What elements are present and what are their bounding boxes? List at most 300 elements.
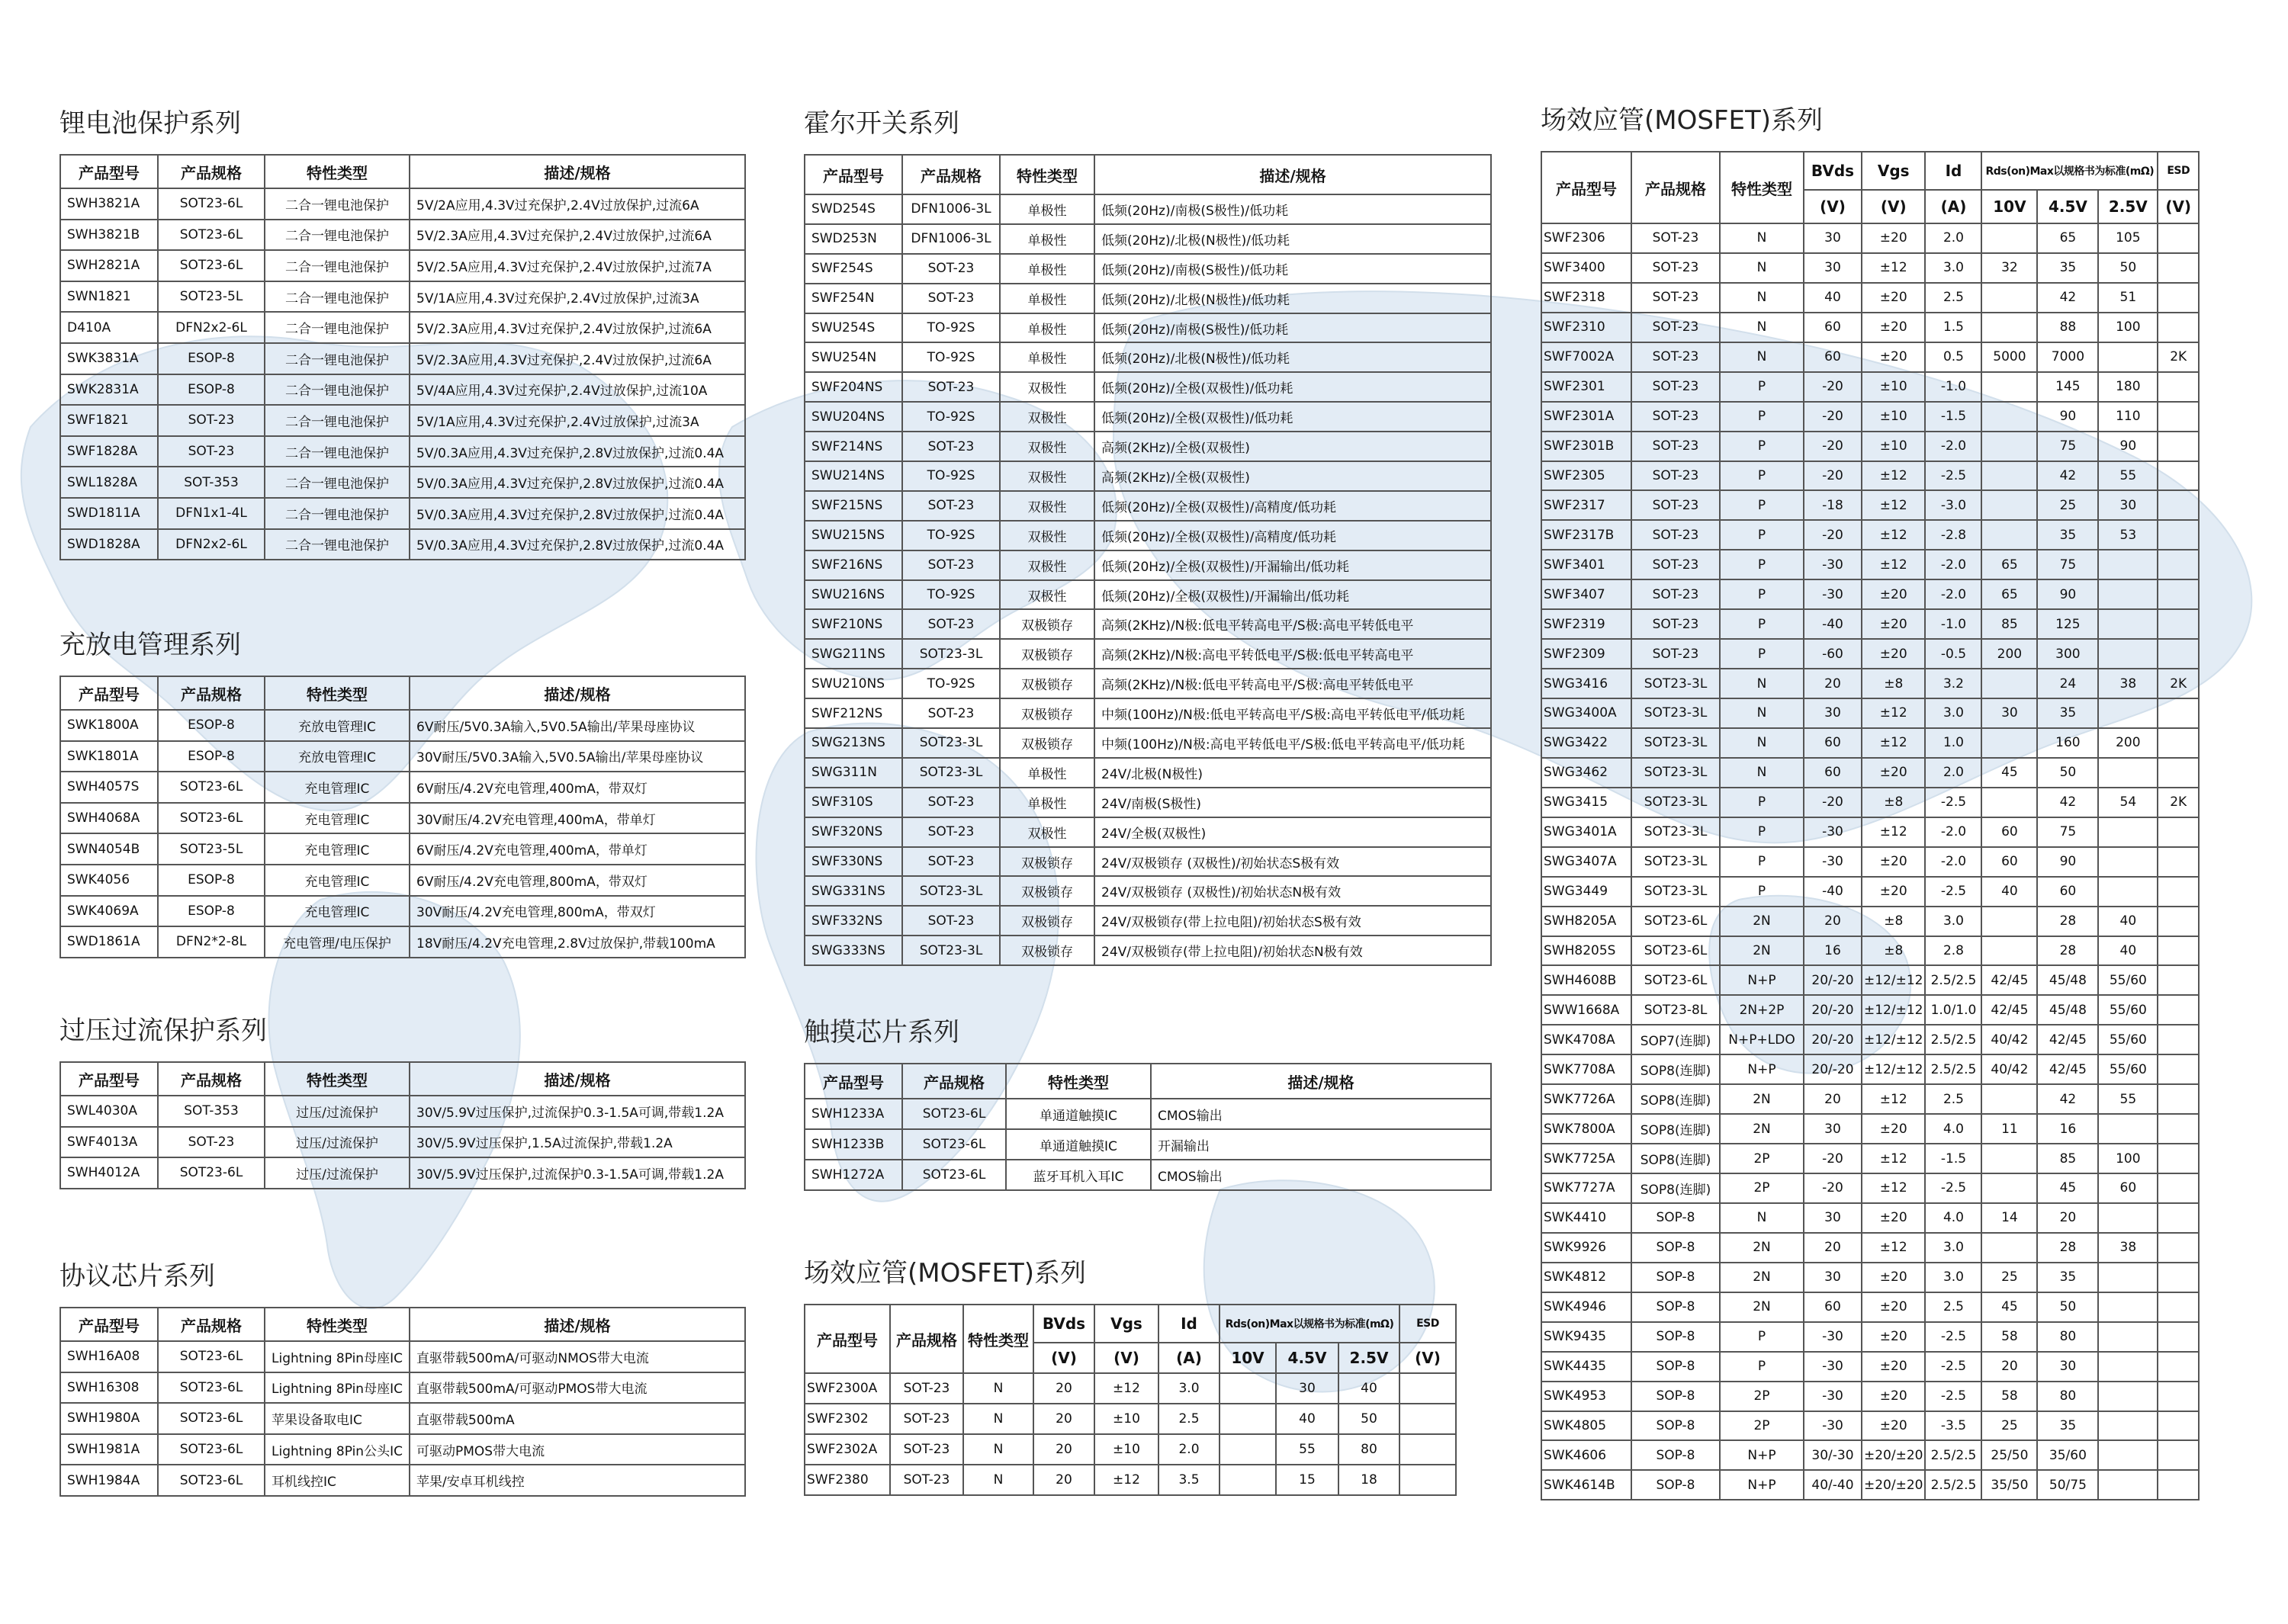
table-cell: SOT23-6L	[158, 1341, 265, 1372]
col-model: 产品型号	[1541, 152, 1631, 223]
table-cell: N	[1720, 253, 1804, 283]
col-desc: 描述/规格	[410, 1062, 745, 1096]
table-cell: SOT-23	[1631, 432, 1720, 461]
hall-body	[805, 194, 1491, 965]
ovp-section	[59, 1016, 746, 1189]
table-row	[805, 580, 1491, 610]
table-cell: SWH1272A	[805, 1160, 902, 1190]
table-cell: SOT-353	[158, 467, 265, 498]
table-cell	[2098, 1322, 2158, 1352]
table-cell: ±8	[1862, 669, 1925, 698]
table-cell: 低频(20Hz)/全极(双极性)/低功耗	[1094, 372, 1491, 402]
table-cell: 2P	[1720, 1144, 1804, 1173]
table-cell: 单极性	[1000, 342, 1094, 372]
table-row	[805, 521, 1491, 550]
table-cell: SOT23-6L	[158, 250, 265, 281]
table-cell: 苹果/安卓耳机线控	[410, 1465, 745, 1496]
col-desc: 描述/规格	[410, 676, 745, 710]
table-cell: 7000	[2037, 342, 2098, 372]
table-cell: 5V/0.3A应用,4.3V过充保护,2.8V过放保护,过流0.4A	[410, 529, 745, 560]
col-model: 产品型号	[60, 155, 158, 188]
table-cell: ±20/±20	[1862, 1470, 1925, 1500]
table-cell: SWF212NS	[805, 698, 902, 728]
table-cell: D410A	[60, 312, 158, 343]
table-cell: 20/-20	[1804, 995, 1862, 1025]
table-cell: SOP-8	[1631, 1470, 1720, 1500]
table-cell: SOT23-3L	[1631, 728, 1720, 758]
col-model: 产品型号	[60, 676, 158, 710]
table-cell: SOT-23	[158, 436, 265, 467]
table-cell: SWF2306	[1541, 223, 1631, 253]
table-cell: 2.5/2.5	[1925, 1054, 1981, 1084]
table-cell: 30V/5.9V过压保护,1.5A过流保护,带载1.2A	[410, 1127, 745, 1158]
col-esd: ESD	[2158, 152, 2199, 190]
table-cell: 90	[2098, 432, 2158, 461]
table-cell: SWK9435	[1541, 1322, 1631, 1352]
table-cell	[2158, 372, 2199, 402]
table-cell: N	[1720, 223, 1804, 253]
table-row	[1541, 788, 2199, 817]
table-cell: 24V/双极锁存 (双极性)/初始状态N极有效	[1094, 876, 1491, 906]
unit-bvds: (V)	[1033, 1343, 1094, 1373]
table-cell: N	[1720, 342, 1804, 372]
table-cell: TO-92S	[902, 669, 1000, 698]
table-cell: 160	[2037, 728, 2098, 758]
table-cell: SOT-23	[902, 550, 1000, 580]
table-cell	[2158, 432, 2199, 461]
table-cell: ±12	[1862, 1233, 1925, 1263]
table-cell: 3.0	[1925, 1263, 1981, 1292]
table-cell: 20	[1033, 1434, 1094, 1465]
table-cell: ±12	[1862, 1084, 1925, 1114]
table-cell: 50	[1338, 1404, 1399, 1434]
col-package: 产品规格	[158, 155, 265, 188]
table-cell: 105	[2098, 223, 2158, 253]
table-cell	[1220, 1465, 1276, 1495]
table-row	[805, 402, 1491, 432]
table-cell: 双极锁存	[1000, 639, 1094, 669]
table-cell: SOT-23	[1631, 402, 1720, 432]
table-cell: -2.0	[1925, 847, 1981, 877]
table-row	[805, 461, 1491, 491]
table-cell: TO-92S	[902, 342, 1000, 372]
table-cell: 50	[2037, 758, 2098, 788]
table-cell: 5V/0.3A应用,4.3V过充保护,2.8V过放保护,过流0.4A	[410, 498, 745, 529]
table-cell: 二合一锂电池保护	[265, 281, 410, 313]
table-cell: 55/60	[2098, 1054, 2158, 1084]
table-row	[1541, 490, 2199, 520]
table-cell	[2158, 313, 2199, 342]
table-row	[805, 1434, 1456, 1465]
table-cell: SOT-23	[1631, 639, 1720, 669]
table-cell: 2P	[1720, 1411, 1804, 1441]
table-cell: SWK7726A	[1541, 1084, 1631, 1114]
table-cell: 高频(2KHz)/全极(双极性)	[1094, 432, 1491, 461]
protocol-section	[59, 1261, 746, 1497]
table-cell: SOT-23	[902, 788, 1000, 817]
table-row	[1541, 1263, 2199, 1292]
table-cell	[2158, 817, 2199, 847]
table-cell	[2098, 342, 2158, 372]
table-row	[805, 550, 1491, 580]
table-cell: N	[1720, 758, 1804, 788]
table-cell: 耳机线控IC	[265, 1465, 410, 1496]
table-cell: SOP-8	[1631, 1233, 1720, 1263]
table-row	[805, 1099, 1491, 1129]
table-cell: -2.5	[1925, 1352, 1981, 1382]
table-cell: 30	[1276, 1373, 1338, 1404]
section-title: 协议芯片系列	[59, 1261, 215, 1292]
table-cell: 30	[2037, 1352, 2098, 1382]
table-cell: 高频(2KHz)/N极:低电平转高电平/S极:高电平转低电平	[1094, 669, 1491, 698]
section-title: 场效应管(MOSFET)系列	[1541, 105, 1824, 136]
table-row	[60, 926, 745, 958]
table-cell: ±12	[1862, 817, 1925, 847]
table-cell: N+P+LDO	[1720, 1025, 1804, 1054]
table-cell	[1981, 728, 2037, 758]
table-cell: SOT-23	[902, 254, 1000, 284]
table-cell: 30	[1804, 253, 1862, 283]
table-cell: ±8	[1862, 907, 1925, 936]
table-row	[805, 372, 1491, 402]
section-title: 霍尔开关系列	[804, 108, 959, 139]
table-cell: 二合一锂电池保护	[265, 188, 410, 220]
table-cell: -2.5	[1925, 1173, 1981, 1203]
table-cell: SWG213NS	[805, 728, 902, 758]
table-cell	[2158, 461, 2199, 491]
unit-vgs: (V)	[1094, 1343, 1158, 1373]
table-cell: N	[963, 1373, 1033, 1404]
table-cell: SWH1233A	[805, 1099, 902, 1129]
table-cell: ±12/±12	[1862, 965, 1925, 995]
table-cell	[2098, 1114, 2158, 1144]
table-row	[1541, 550, 2199, 579]
table-cell: 40	[1804, 283, 1862, 313]
col-type: 特性类型	[265, 676, 410, 710]
table-cell: 2N+2P	[1720, 995, 1804, 1025]
table-cell: 25	[1981, 1263, 2037, 1292]
table-cell: ±8	[1862, 936, 1925, 966]
table-cell: 2N	[1720, 936, 1804, 966]
table-cell: ESOP-8	[158, 374, 265, 406]
table-cell: 30	[1804, 1114, 1862, 1144]
table-cell: 2N	[1720, 907, 1804, 936]
table-cell: SOP8(连脚)	[1631, 1144, 1720, 1173]
table-cell	[2158, 965, 2199, 995]
table-cell	[1220, 1404, 1276, 1434]
table-cell: SOT23-3L	[902, 758, 1000, 788]
table-cell	[2158, 253, 2199, 283]
table-cell: P	[1720, 372, 1804, 402]
table-row	[1541, 639, 2199, 669]
table-cell: P	[1720, 550, 1804, 579]
table-cell: 35	[2037, 520, 2098, 550]
table-row	[60, 803, 745, 834]
table-cell: 35	[2037, 1411, 2098, 1441]
table-cell: SOT23-6L	[902, 1099, 1006, 1129]
table-cell: 直驱带载500mA/可驱动NMOS带大电流	[410, 1341, 745, 1372]
table-header	[60, 155, 745, 188]
table-cell: 100	[2098, 313, 2158, 342]
col-package: 产品规格	[158, 1308, 265, 1341]
table-cell: SWH1980A	[60, 1403, 158, 1434]
table-row	[60, 529, 745, 560]
table-cell: ±10	[1862, 432, 1925, 461]
table-cell: 充电管理IC	[265, 896, 410, 927]
table-cell: SOT23-3L	[902, 876, 1000, 906]
table-cell: 充放电管理IC	[265, 710, 410, 741]
table-cell: 88	[2037, 313, 2098, 342]
table-cell	[1220, 1434, 1276, 1465]
table-cell: 双极性	[1000, 402, 1094, 432]
table-row	[1541, 432, 2199, 461]
table-cell	[1981, 223, 2037, 253]
table-cell: 90	[2037, 579, 2098, 609]
table-cell: ±10	[1094, 1434, 1158, 1465]
table-cell: SWU204NS	[805, 402, 902, 432]
table-cell: 45	[1981, 1292, 2037, 1322]
table-cell: SOT23-3L	[1631, 877, 1720, 907]
table-cell: 低频(20Hz)/南极(S极性)/低功耗	[1094, 254, 1491, 284]
table-cell: -30	[1804, 1382, 1862, 1411]
table-cell: SWG3422	[1541, 728, 1631, 758]
table-cell: SOT-23	[902, 491, 1000, 521]
rds-10v: 10V	[1220, 1343, 1276, 1373]
col-package: 产品规格	[890, 1305, 963, 1373]
table-cell: SWF1828A	[60, 436, 158, 467]
table-cell: SWF2317	[1541, 490, 1631, 520]
table-cell: -40	[1804, 877, 1862, 907]
table-cell: 2.5/2.5	[1925, 1470, 1981, 1500]
table-cell: TO-92S	[902, 580, 1000, 610]
table-cell: 1.0	[1925, 728, 1981, 758]
table-cell: SWU254S	[805, 313, 902, 343]
table-cell: SWF254S	[805, 254, 902, 284]
table-cell: 50	[2037, 1292, 2098, 1322]
table-header	[1541, 152, 2199, 223]
table-cell: SWK1800A	[60, 710, 158, 741]
table-cell: 2N	[1720, 1292, 1804, 1322]
table-cell	[2158, 1322, 2199, 1352]
table-cell: SOT-23	[1631, 283, 1720, 313]
table-cell: SWD1828A	[60, 529, 158, 560]
table-row	[1541, 1025, 2199, 1054]
table-cell: SOT23-6L	[1631, 936, 1720, 966]
table-cell: N	[1720, 1203, 1804, 1233]
table-cell: 40	[1338, 1373, 1399, 1404]
table-cell: 2.5	[1925, 1292, 1981, 1322]
table-cell: 60	[1804, 342, 1862, 372]
table-cell: 45	[2037, 1173, 2098, 1203]
table-row	[1541, 1233, 2199, 1263]
table-cell	[2098, 1440, 2158, 1470]
table-cell: 40	[1276, 1404, 1338, 1434]
table-row	[1541, 1173, 2199, 1203]
lithium-body	[60, 188, 745, 560]
table-row	[60, 1127, 745, 1158]
table-cell: 可驱动PMOS带大电流	[410, 1434, 745, 1465]
table-cell: SWU216NS	[805, 580, 902, 610]
table-cell: SWG3415	[1541, 788, 1631, 817]
col-model: 产品型号	[60, 1062, 158, 1096]
table-cell: 低频(20Hz)/北极(N极性)/低功耗	[1094, 224, 1491, 254]
table-cell: SWF330NS	[805, 847, 902, 877]
table-cell: -30	[1804, 1352, 1862, 1382]
table-cell	[1981, 1144, 2037, 1173]
table-row	[1541, 669, 2199, 698]
table-cell: 充电管理IC	[265, 772, 410, 803]
table-cell: SOT-23	[902, 847, 1000, 877]
lithium-table	[59, 154, 746, 560]
table-row	[1541, 1470, 2199, 1500]
table-cell: 5V/4A应用,4.3V过充保护,2.4V过放保护,过流10A	[410, 374, 745, 406]
table-cell: 低频(20Hz)/全极(双极性)/高精度/低功耗	[1094, 491, 1491, 521]
table-cell	[2158, 1084, 2199, 1114]
table-cell: 双极锁存	[1000, 609, 1094, 639]
table-cell: SOT23-6L	[158, 188, 265, 220]
table-cell: SOT23-6L	[158, 772, 265, 803]
table-cell: SOT23-6L	[902, 1129, 1006, 1160]
table-cell: DFN2x2-6L	[158, 312, 265, 343]
table-row	[60, 772, 745, 803]
table-cell: 3.2	[1925, 669, 1981, 698]
table-cell: 2.5/2.5	[1925, 965, 1981, 995]
table-cell: SWH2821A	[60, 250, 158, 281]
table-cell: SOP7(连脚)	[1631, 1025, 1720, 1054]
table-cell: 2N	[1720, 1084, 1804, 1114]
table-cell: 低频(20Hz)/南极(S极性)/低功耗	[1094, 313, 1491, 343]
table-cell: 85	[1981, 609, 2037, 639]
table-cell	[1981, 283, 2037, 313]
table-cell: SOT-23	[1631, 550, 1720, 579]
table-cell: SOT-23	[902, 906, 1000, 936]
table-cell: 二合一锂电池保护	[265, 529, 410, 560]
table-cell: N	[963, 1434, 1033, 1465]
table-cell: ±12/±12	[1862, 995, 1925, 1025]
table-cell: 55	[1276, 1434, 1338, 1465]
table-cell	[1981, 1173, 2037, 1203]
table-cell: SWK4410	[1541, 1203, 1631, 1233]
table-cell	[1981, 669, 2037, 698]
table-cell	[2098, 877, 2158, 907]
table-cell	[2158, 698, 2199, 728]
table-row	[1541, 1114, 2199, 1144]
table-cell: ±20	[1862, 639, 1925, 669]
table-cell: SOT23-3L	[1631, 817, 1720, 847]
table-cell: SOP-8	[1631, 1292, 1720, 1322]
table-cell: -1.0	[1925, 372, 1981, 402]
table-cell: -20	[1804, 432, 1862, 461]
table-cell: 2.0	[1158, 1434, 1220, 1465]
table-row	[805, 906, 1491, 936]
table-cell: 2N	[1720, 1233, 1804, 1263]
table-header	[805, 1064, 1491, 1099]
table-cell: 过压/过流保护	[265, 1127, 410, 1158]
table-cell: ±20	[1862, 1322, 1925, 1352]
table-cell: SOT-23	[1631, 223, 1720, 253]
table-cell: SWF2309	[1541, 639, 1631, 669]
table-cell: P	[1720, 847, 1804, 877]
table-cell: SWF2317B	[1541, 520, 1631, 550]
table-cell: 100	[2098, 1144, 2158, 1173]
table-cell: 90	[2037, 402, 2098, 432]
table-cell: 30	[1804, 1263, 1862, 1292]
table-cell: ±10	[1094, 1404, 1158, 1434]
charge-table	[59, 676, 746, 958]
table-row	[60, 1372, 745, 1404]
table-cell: 二合一锂电池保护	[265, 405, 410, 436]
table-cell: 双极性	[1000, 521, 1094, 550]
table-cell: SOT23-3L	[902, 728, 1000, 758]
table-cell: ±12	[1094, 1373, 1158, 1404]
table-cell: 60	[1804, 1292, 1862, 1322]
table-cell: 双极锁存	[1000, 669, 1094, 698]
table-row	[60, 1341, 745, 1372]
table-cell: ±8	[1862, 788, 1925, 817]
table-cell	[2098, 698, 2158, 728]
table-row	[805, 1373, 1456, 1404]
table-cell: 50	[2098, 253, 2158, 283]
table-cell	[2158, 847, 2199, 877]
table-cell: TO-92S	[902, 461, 1000, 491]
mosfet-small-section	[804, 1258, 1457, 1496]
table-row	[1541, 1292, 2199, 1322]
table-cell	[2098, 1263, 2158, 1292]
unit-esd: (V)	[1399, 1343, 1456, 1373]
table-cell: -30	[1804, 550, 1862, 579]
table-cell: 3.0	[1925, 907, 1981, 936]
table-cell: SOT23-6L	[158, 1434, 265, 1465]
table-cell: P	[1720, 817, 1804, 847]
table-cell: SWK4056	[60, 865, 158, 896]
table-cell: 6V耐压/4.2V充电管理,800mA，带双灯	[410, 865, 745, 896]
table-row	[805, 817, 1491, 847]
table-row	[1541, 223, 2199, 253]
table-cell	[2158, 1352, 2199, 1382]
table-cell: 2N	[1720, 1114, 1804, 1144]
table-cell: 3.5	[1158, 1465, 1220, 1495]
table-cell: N+P	[1720, 1440, 1804, 1470]
table-cell: N	[963, 1465, 1033, 1495]
table-row	[60, 1403, 745, 1434]
table-cell: SOT23-6L	[1631, 907, 1720, 936]
table-row	[1541, 758, 2199, 788]
col-vgs: Vgs	[1862, 152, 1925, 190]
col-rds: Rds(on)Max以规格书为标准(mΩ)	[1220, 1305, 1399, 1343]
table-cell: 过压/过流保护	[265, 1096, 410, 1127]
table-cell: 3.0	[1925, 1233, 1981, 1263]
table-cell	[2098, 847, 2158, 877]
table-cell: SWK4435	[1541, 1352, 1631, 1382]
table-cell: 35	[2037, 1263, 2098, 1292]
table-cell: SWH16A08	[60, 1341, 158, 1372]
table-cell: SOT23-3L	[1631, 788, 1720, 817]
table-cell: 双极锁存	[1000, 936, 1094, 965]
table-row	[60, 896, 745, 927]
table-row	[60, 405, 745, 436]
table-cell: SWK7800A	[1541, 1114, 1631, 1144]
table-cell: ESOP-8	[158, 865, 265, 896]
table-cell	[1220, 1373, 1276, 1404]
table-cell: SOP-8	[1631, 1411, 1720, 1441]
table-cell: 20/-20	[1804, 1025, 1862, 1054]
table-row	[1541, 1203, 2199, 1233]
table-cell: ±20	[1862, 223, 1925, 253]
col-esd: ESD	[1399, 1305, 1456, 1343]
table-cell: ±12/±12	[1862, 1054, 1925, 1084]
table-cell: 二合一锂电池保护	[265, 467, 410, 498]
table-cell: 2K	[2158, 788, 2199, 817]
